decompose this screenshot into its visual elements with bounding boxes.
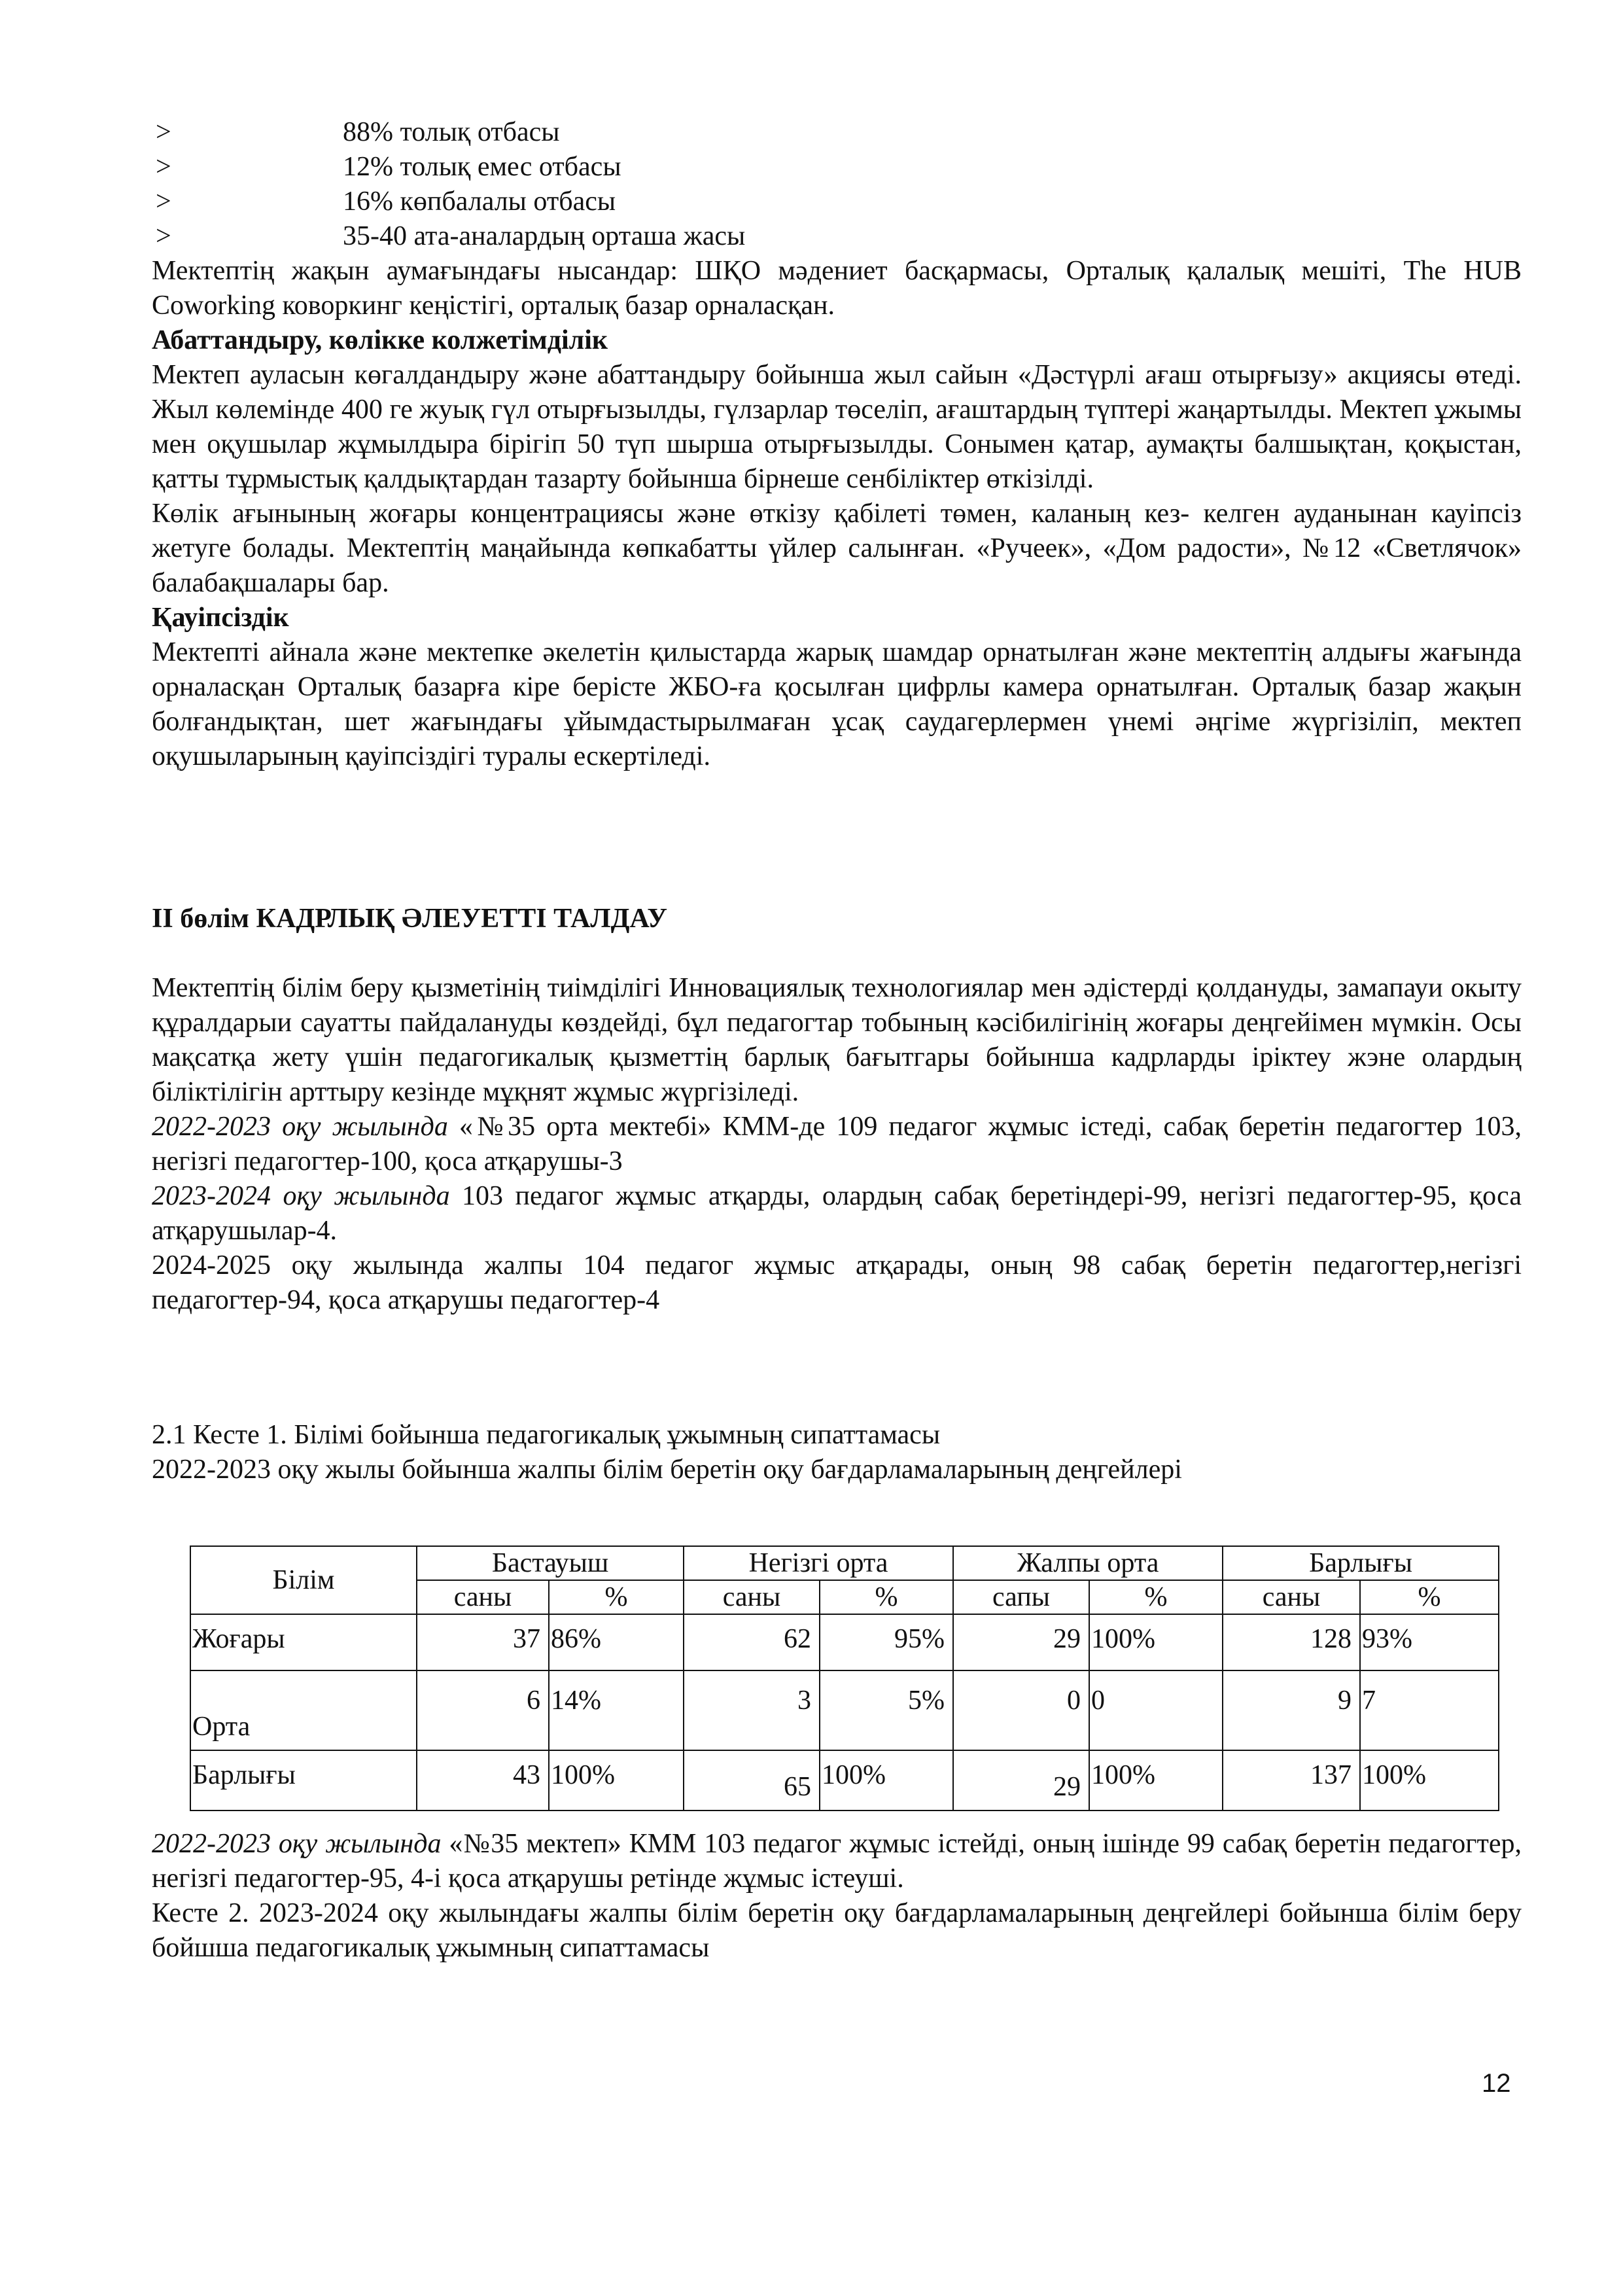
- table-cell: 37: [417, 1614, 549, 1670]
- subheader-cell: %: [1360, 1580, 1499, 1614]
- subheader-cell: %: [820, 1580, 953, 1614]
- year-text: «№35 мектеп» КММ 103 педагог жұмыс істейді, оның ішінде 99 сабақ беретін педагогтер, негізгі педагогтер-95, 4-і қоса атқарушы ретінде жұмыс істеуші.: [152, 1829, 1522, 1894]
- list-item: [152, 150, 1522, 185]
- table-cell: 29: [953, 1750, 1089, 1810]
- bullet-marker: >: [156, 152, 171, 182]
- year-paragraph: [152, 1248, 1522, 1318]
- list-item-text: 88% толық отбасы: [343, 117, 560, 147]
- group-header-cell: Жалпы орта: [953, 1546, 1223, 1580]
- page-number: 12: [1482, 2069, 1511, 2098]
- list-item: [152, 115, 1522, 150]
- staff-intro-paragraph: Мектептің білім беру қызметінің тиімділігі Инновациялық технологиялар мен әдістерді қолдануды, замапауи окыту құралдарыи сауатты пайдалануды көздейді, бұл педагогтар тобының кәсібилігінің жоғары деңгейімен мүмкін. Осы мақсатқа жету үшін педагогикалық қызметтің барлық бағытгары бойынша кадрларды іріктеу жэне олардың біліктілігін арттыру кезінде мұқнят жұмыс жүргізіледі.: [152, 973, 1522, 1107]
- nearby-objects-paragraph: Мектептің жақын аумағындағы нысандар: ШҚО мәдениет басқармасы, Орталық қалалық мешіті, The HUB Coworking коворкинг кеңістігі, орталық базар орналасқан.: [152, 256, 1522, 321]
- environment-section: [152, 254, 1522, 774]
- year-paragraph: [152, 1110, 1522, 1179]
- table-cell: 100%: [1360, 1750, 1499, 1810]
- landscaping-paragraph: Мектеп ауласын көгалдандыру және абаттандыру бойынша жыл сайын «Дәстүрлі ағаш отырғызу» акциясы өтеді. Жыл көлемінде 400 ге жуық гүл отырғызылды, гүлзарлар төселіп, ағаштардың түптері жаңартылды. Мектеп ұжымы мен оқушылар жұмылдыра бірігіп 50 түп шырша отырғызылды. Сонымен қатар, аумақты балшықтан, қоқыстан, қатты тұрмыстық қалдықтардан тазарту бойынша бірнеше сенбіліктер өткізілді.: [152, 360, 1522, 494]
- group-header-cell: Барлығы: [1223, 1546, 1499, 1580]
- subheader-cell: саны: [1223, 1580, 1360, 1614]
- table-cell: 14%: [549, 1670, 684, 1750]
- safety-paragraph: Мектепті айнала және мектепке әкелетін қилыстарда жарық шамдар орнатылған және мектептің алдығы жағында орналасқан Орталық базарға кіре берісте ЖБО-ға қосылған цифрлы камера орнатылған. Орталық базар жақын болғандықтан, шет жағындағы ұйымдастырылмаған ұсақ саудагерлермен үнемі әңгіме жүргізіліп, мектеп оқушыларының қауіпсіздігі туралы ескертіледі.: [152, 637, 1522, 771]
- table-cell: 100%: [1089, 1614, 1223, 1670]
- transport-paragraph: Көлік ағынының жоғары концентрациясы және өткізу қабілеті төмен, каланың кез- келген ауданынан кауіпсіз жетуге болады. Мектептің маңайында көпкабатты үйлер салынған. «Ручеек», «Дом радости», №12 «Светлячок» балабақшалары бар.: [152, 499, 1522, 598]
- table-cell: 65: [684, 1750, 820, 1810]
- group-header-cell: Негізгі орта: [684, 1546, 953, 1580]
- list-item: [152, 185, 1522, 219]
- table-cell: 29: [953, 1614, 1089, 1670]
- bullet-marker: >: [156, 221, 171, 251]
- row-label-cell: Орта: [190, 1670, 417, 1750]
- row-label-cell: Барлығы: [190, 1750, 417, 1810]
- list-item-text: 12% толық емес отбасы: [343, 152, 621, 182]
- table-cell: 43: [417, 1750, 549, 1810]
- table-cell: 5%: [820, 1670, 953, 1750]
- table-cell: 0: [953, 1670, 1089, 1750]
- list-item-text: 16% көпбалалы отбасы: [343, 186, 616, 217]
- table-cell: 7: [1360, 1670, 1499, 1750]
- table-cell: 100%: [1089, 1750, 1223, 1810]
- year-lead: 2022-2023 оқу жылында: [152, 1829, 442, 1859]
- subheader-cell: саны: [684, 1580, 820, 1614]
- table-cell: 137: [1223, 1750, 1360, 1810]
- list-item-text: 35-40 ата-аналардың орташа жасы: [343, 221, 746, 251]
- table-cell: 100%: [549, 1750, 684, 1810]
- safety-heading: Қауіпсіздік: [152, 603, 289, 633]
- subheader-cell: %: [1089, 1580, 1223, 1614]
- subheader-cell: сапы: [953, 1580, 1089, 1614]
- table1-wrapper: [190, 1545, 1499, 1811]
- table-cell: 86%: [549, 1614, 684, 1670]
- group-header-cell: Бастауыш: [417, 1546, 684, 1580]
- education-table: [190, 1545, 1499, 1811]
- table-cell: 93%: [1360, 1614, 1499, 1670]
- list-item: [152, 219, 1522, 254]
- year-lead: 2022-2023 оқу жылында: [152, 1112, 448, 1142]
- table-cell: 128: [1223, 1614, 1360, 1670]
- bullet-marker: >: [156, 186, 171, 217]
- section-title: II бөлім КАДРЛЫҚ ӘЛЕУЕТТІ ТАЛДАУ: [152, 904, 668, 934]
- family-stats-list: [152, 115, 1522, 254]
- table-row: [190, 1670, 1499, 1750]
- staff-section: [152, 971, 1522, 1318]
- post-table-section: [152, 1827, 1522, 1966]
- table-cell: 9: [1223, 1670, 1360, 1750]
- table-cell: 95%: [820, 1614, 953, 1670]
- table1-caption: [152, 1418, 1552, 1487]
- subheader-cell: %: [549, 1580, 684, 1614]
- table-cell: 100%: [820, 1750, 953, 1810]
- bullet-marker: >: [156, 117, 171, 147]
- landscaping-heading: Абаттандыру, көлікке колжетімділік: [152, 325, 608, 355]
- row-header-cell: Білім: [190, 1546, 417, 1614]
- year-text: «№35 орта мектебі» КММ-де 109 педагог жұмыс істеді, сабақ беретін педагогтер 103, негізгі педагогтер-100, қоса атқарушы-3: [152, 1112, 1522, 1176]
- table-cell: 3: [684, 1670, 820, 1750]
- table-cell: 62: [684, 1614, 820, 1670]
- row-label-cell: Жоғары: [190, 1614, 417, 1670]
- table1-caption-line2: 2022-2023 оқу жылы бойынша жалпы білім беретін оқу бағдарламаларының деңгейлері: [152, 1455, 1182, 1485]
- year-lead: 2023-2024 оқу жылында: [152, 1181, 450, 1211]
- subheader-cell: саны: [417, 1580, 549, 1614]
- year-text: 103 педагог жұмыс атқарды, олардың сабақ беретіндері-99, негізгі педагогтер-95, қоса атқарушылар-4.: [152, 1181, 1522, 1246]
- table-row: [190, 1614, 1499, 1670]
- table2-caption: Кесте 2. 2023-2024 оқу жылындағы жалпы білім беретін оқу бағдарламаларының деңгейлері бойынша білім беру бойшша педагогикалық ұжымның сипаттамасы: [152, 1898, 1522, 1963]
- table1-caption-line1: 2.1 Кесте 1. Білімі бойынша педагогикалық ұжымның сипаттамасы: [152, 1420, 941, 1450]
- year-paragraph: [152, 1179, 1522, 1248]
- post-table-paragraph: [152, 1827, 1522, 1896]
- table-cell: 0: [1089, 1670, 1223, 1750]
- year-text: 2024-2025 оқу жылында жалпы 104 педагог жұмыс атқарады, оның 98 сабақ беретін педагогтер,негізгі педагогтер-94, қоса атқарушы педагогтер-4: [152, 1250, 1522, 1315]
- table-row: [190, 1750, 1499, 1810]
- table-cell: 6: [417, 1670, 549, 1750]
